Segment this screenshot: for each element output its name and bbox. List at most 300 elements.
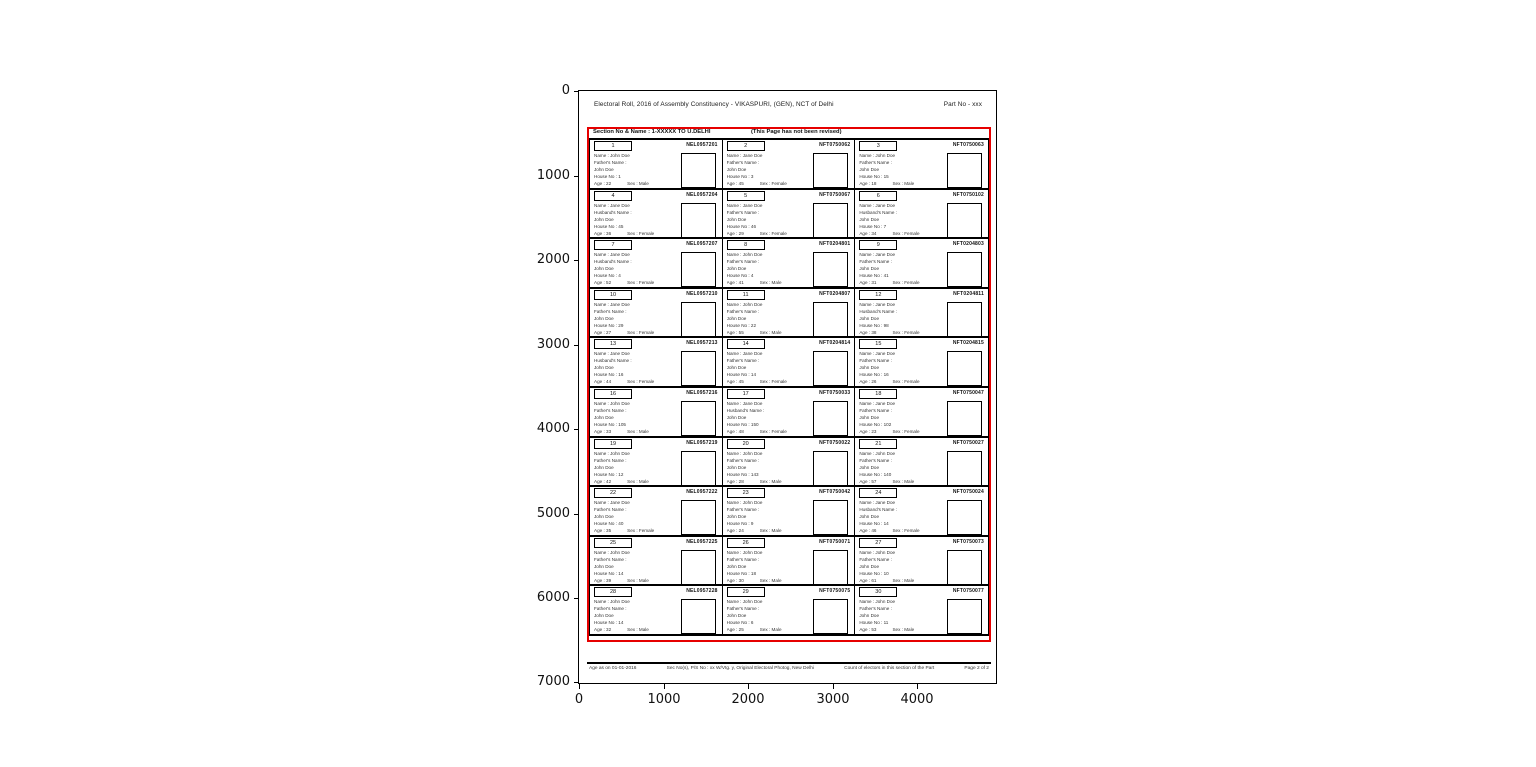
serial-number: 28 [609, 589, 617, 596]
voter-card [590, 586, 723, 636]
house-number: 15 [883, 174, 889, 179]
age-value: 55 [738, 329, 744, 335]
epic-number: NFT0204803 [952, 241, 984, 248]
sex-value: Female [638, 230, 655, 236]
voter-name: John Doe [610, 153, 630, 158]
sex-value: Female [904, 329, 920, 335]
age-field [727, 478, 744, 485]
age-sex-field [859, 626, 943, 633]
name-field [594, 499, 677, 506]
epic-number: NEL0957210 [686, 290, 718, 297]
x-tick-label: 3000 [816, 692, 850, 707]
voter-name: Jane Doe [875, 202, 896, 208]
name-label: Name : [726, 400, 742, 406]
name-label: Name : [594, 500, 609, 506]
serial-number: 21 [875, 440, 882, 447]
age-field [859, 428, 876, 435]
voter-card [590, 289, 723, 339]
sex-value: Female [904, 379, 920, 385]
sex-field [627, 329, 654, 336]
serial-number: 30 [875, 589, 882, 596]
voter-card [590, 438, 723, 488]
voter-details [727, 499, 810, 534]
house-number: 143 [750, 471, 759, 477]
relation-label: Father's Name : [859, 160, 892, 165]
age-value: 39 [606, 577, 612, 583]
house-label: House No : [859, 521, 883, 527]
house-label: House No : [594, 372, 617, 378]
house-number: 105 [618, 421, 626, 427]
relation-name: John Doe [594, 613, 614, 619]
epic-number: NFT0750022 [819, 439, 851, 446]
age-sex-field [727, 626, 810, 633]
age-field [594, 378, 611, 385]
sex-field [760, 230, 787, 237]
house-field [859, 371, 943, 378]
sex-label: Sex : [892, 627, 903, 633]
name-field [594, 400, 677, 407]
name-field [594, 152, 677, 159]
name-field [859, 152, 943, 159]
serial-number-box [859, 339, 897, 349]
sex-field [627, 378, 654, 385]
sex-field [760, 428, 787, 435]
voter-details [727, 202, 810, 237]
epic-number: NEL0957225 [686, 538, 718, 545]
serial-number: 18 [875, 390, 882, 397]
age-sex-field [859, 478, 943, 485]
voter-details [727, 549, 810, 584]
age-label: Age : [859, 478, 871, 484]
sex-label: Sex : [759, 528, 771, 534]
age-sex-field [727, 230, 810, 237]
relation-name: John Doe [859, 464, 879, 470]
sex-field [892, 279, 919, 286]
sex-value: Female [904, 230, 920, 236]
age-value: 45 [738, 181, 744, 186]
sex-value: Female [771, 181, 787, 186]
voter-name: John Doe [875, 450, 896, 456]
epic-number: NFT0750047 [952, 389, 984, 396]
age-sex-field [859, 527, 943, 534]
epic-number: NFT0204811 [953, 290, 984, 297]
voter-card [723, 487, 856, 537]
age-field [727, 626, 744, 633]
sex-label: Sex : [627, 428, 638, 434]
sex-label: Sex : [627, 528, 638, 534]
name-label: Name : [594, 202, 609, 208]
voter-name: John Doe [742, 301, 763, 307]
age-field [594, 478, 611, 485]
epic-number: NFT0750062 [819, 142, 851, 148]
relation-label: Father's Name : [594, 507, 627, 513]
age-sex-field [727, 478, 810, 485]
serial-number: 16 [609, 390, 617, 397]
age-sex-field [594, 279, 677, 286]
house-field [859, 173, 943, 180]
house-label: House No : [726, 521, 750, 527]
age-value: 22 [606, 181, 612, 186]
house-field [727, 371, 810, 378]
age-field [859, 230, 876, 237]
house-number: 14 [618, 570, 624, 576]
name-field [727, 202, 810, 209]
photo-box [947, 351, 982, 386]
relation-label: Father's Name : [594, 308, 627, 314]
epic-number: NFT0204801 [819, 241, 851, 248]
sex-label: Sex : [892, 528, 903, 534]
age-sex-field [594, 626, 677, 633]
name-field [594, 549, 677, 556]
age-field [727, 329, 744, 336]
age-label: Age : [859, 329, 871, 335]
name-label: Name : [726, 153, 742, 158]
sex-value: Male [771, 329, 782, 335]
relation-label: Father's Name : [594, 606, 627, 612]
voter-card [855, 289, 988, 339]
epic-number: NFT0204815 [952, 340, 984, 347]
age-field [594, 230, 611, 237]
sex-field [892, 378, 919, 385]
age-label: Age : [859, 428, 871, 434]
voter-card [723, 289, 856, 339]
age-value: 44 [606, 379, 612, 385]
age-field [859, 577, 876, 584]
age-field [594, 577, 611, 584]
name-field [859, 549, 943, 556]
voter-name: John Doe [610, 549, 630, 555]
age-sex-field [859, 577, 943, 584]
sex-label: Sex : [759, 577, 771, 583]
sex-value: Female [904, 428, 920, 434]
y-tick-label: 4000 [536, 421, 570, 436]
serial-number: 25 [609, 539, 617, 546]
serial-number-box [727, 587, 765, 597]
voter-details [727, 350, 810, 385]
sex-field [627, 428, 649, 435]
house-field [859, 272, 943, 279]
age-field [859, 329, 876, 336]
voter-card [855, 586, 988, 636]
sex-value: Female [771, 379, 787, 385]
footer-rule [587, 662, 991, 664]
age-label: Age : [859, 280, 871, 286]
serial-number-box [594, 290, 632, 300]
serial-number: 9 [876, 242, 880, 249]
voter-card [855, 487, 988, 537]
sex-label: Sex : [627, 577, 638, 583]
voter-details [594, 400, 677, 435]
house-label: House No : [726, 174, 750, 179]
sex-value: Male [638, 428, 649, 434]
sex-label: Sex : [759, 478, 771, 484]
photo-box [813, 203, 848, 238]
house-number: 7 [883, 223, 887, 229]
house-label: House No : [859, 273, 883, 279]
serial-number-box [594, 587, 632, 597]
name-field [859, 301, 943, 308]
age-sex-field [727, 279, 810, 286]
house-field [727, 421, 810, 428]
name-field [594, 450, 677, 457]
serial-number: 22 [609, 490, 617, 497]
house-field [727, 471, 810, 478]
age-label: Age : [594, 230, 605, 236]
house-label: House No : [859, 372, 883, 378]
epic-number: NEL0957222 [686, 489, 718, 496]
age-field [594, 527, 611, 534]
voter-name: Jane Doe [610, 500, 630, 506]
x-tick [917, 684, 918, 689]
photo-box [681, 203, 716, 238]
name-field [727, 549, 810, 556]
age-label: Age : [594, 181, 605, 186]
serial-number-box [859, 488, 897, 498]
sex-value: Male [771, 627, 782, 633]
voter-details [859, 499, 943, 534]
voter-card [855, 438, 988, 488]
house-number: 4 [750, 273, 754, 279]
age-label: Age : [726, 379, 738, 385]
voter-details [859, 152, 943, 187]
photo-box [813, 451, 848, 486]
serial-number-box [727, 141, 765, 151]
serial-number-box [859, 141, 897, 151]
serial-number: 24 [875, 490, 882, 497]
voter-name: Jane Doe [875, 252, 896, 258]
house-label: House No : [594, 521, 617, 527]
serial-number: 29 [742, 589, 749, 596]
relation-name: John Doe [726, 167, 747, 172]
house-field [594, 570, 677, 577]
voter-details [594, 202, 677, 237]
epic-number: NEL0957207 [686, 241, 718, 248]
age-label: Age : [594, 428, 605, 434]
document-title: Electoral Roll, 2016 of Assembly Constituency - VIKASPURI, (GEN), NCT of Delhi [594, 101, 834, 108]
voter-card [855, 537, 988, 587]
voter-name: Jane Doe [875, 301, 896, 307]
sex-value: Female [771, 230, 787, 236]
name-field [859, 450, 943, 457]
serial-number: 6 [876, 192, 880, 199]
voter-card [855, 239, 988, 289]
epic-number: NFT0750027 [952, 439, 984, 446]
photo-box [947, 451, 982, 486]
voter-card [855, 388, 988, 438]
voter-name: Jane Doe [610, 202, 630, 208]
epic-number: NFT0750073 [952, 538, 984, 545]
photo-box [813, 252, 848, 287]
voter-card [723, 586, 856, 636]
age-sex-field [727, 428, 810, 435]
photo-box [681, 401, 716, 436]
x-tick [833, 684, 834, 689]
age-sex-field [727, 527, 810, 534]
house-label: House No : [726, 223, 750, 229]
sex-field [760, 180, 787, 187]
sex-label: Sex : [627, 627, 638, 633]
epic-number: NFT0750042 [819, 489, 851, 496]
age-sex-field [594, 577, 677, 584]
name-field [594, 202, 677, 209]
name-field [727, 301, 810, 308]
name-label: Name : [726, 599, 742, 605]
photo-box [947, 153, 982, 188]
voter-grid [589, 138, 989, 636]
house-number: 1 [618, 174, 621, 179]
age-sex-field [859, 428, 943, 435]
age-value: 53 [871, 627, 877, 633]
serial-number: 15 [875, 341, 882, 348]
x-tick [579, 684, 580, 689]
epic-number: NFT0750024 [952, 489, 984, 496]
age-label: Age : [726, 627, 738, 633]
relation-label: Father's Name : [726, 507, 760, 513]
age-field [859, 279, 876, 286]
x-tick [748, 684, 749, 689]
name-field [727, 251, 810, 258]
house-field [859, 520, 943, 527]
photo-box [681, 302, 716, 337]
relation-label: Husband's Name : [594, 358, 632, 364]
y-tick-label: 3000 [536, 337, 570, 352]
house-label: House No : [859, 421, 883, 427]
serial-number-box [727, 538, 765, 548]
age-label: Age : [726, 329, 738, 335]
relation-name: John Doe [726, 365, 747, 371]
relation-name: John Doe [726, 414, 747, 420]
document-page [579, 91, 996, 683]
sex-value: Male [904, 627, 915, 633]
name-field [594, 598, 677, 605]
photo-box [681, 153, 716, 188]
relation-name: John Doe [859, 266, 879, 272]
epic-number: NFT0750071 [819, 538, 851, 545]
sex-label: Sex : [892, 577, 903, 583]
voter-details [727, 301, 810, 336]
age-sex-field [594, 378, 677, 385]
epic-number: NFT0750063 [952, 142, 984, 148]
house-field [727, 570, 810, 577]
sex-label: Sex : [892, 478, 903, 484]
serial-number: 8 [744, 242, 748, 249]
sex-value: Female [904, 280, 920, 286]
sex-field [627, 527, 654, 534]
epic-number: NEL0957201 [686, 142, 718, 148]
name-label: Name : [859, 153, 875, 158]
voter-name: John Doe [742, 500, 763, 506]
age-value: 38 [871, 329, 877, 335]
y-tick-label: 7000 [536, 674, 570, 689]
voter-name: Jane Doe [610, 301, 630, 307]
age-sex-field [727, 577, 810, 584]
serial-number-box [594, 339, 632, 349]
part-number: Part No - xxx [943, 101, 982, 108]
age-label: Age : [859, 528, 871, 534]
voter-details [859, 202, 943, 237]
sex-value: Female [904, 528, 920, 534]
photo-box [681, 599, 716, 634]
age-sex-field [594, 428, 677, 435]
serial-number: 10 [609, 291, 617, 298]
sex-field [627, 478, 649, 485]
voter-card [723, 338, 856, 388]
house-number: 4 [618, 273, 621, 279]
sex-label: Sex : [627, 379, 638, 385]
age-value: 34 [871, 230, 877, 236]
age-value: 33 [606, 428, 612, 434]
age-label: Age : [726, 181, 738, 186]
age-value: 28 [738, 478, 744, 484]
voter-card [855, 338, 988, 388]
document-header [594, 101, 982, 108]
name-field [859, 251, 943, 258]
voter-name: John Doe [742, 599, 763, 605]
sex-field [892, 428, 919, 435]
name-field [859, 202, 943, 209]
voter-details [594, 350, 677, 385]
age-sex-field [594, 478, 677, 485]
relation-name: John Doe [859, 167, 879, 172]
relation-name: John Doe [859, 613, 879, 619]
house-number: 14 [750, 372, 757, 378]
photo-box [947, 203, 982, 238]
age-value: 29 [738, 230, 744, 236]
serial-number: 13 [609, 341, 617, 348]
age-value: 61 [871, 577, 877, 583]
serial-number-box [594, 240, 632, 250]
relation-label: Father's Name : [726, 308, 760, 314]
epic-number: NFT0750067 [819, 191, 851, 198]
footer-address-note: Sec No(s), P/S No : xx W/Vtg. y, Original Electoral Photog, New Delhi [666, 666, 814, 671]
sex-value: Male [771, 577, 782, 583]
epic-number: NEL0957219 [686, 439, 718, 446]
age-value: 57 [871, 478, 877, 484]
name-label: Name : [726, 500, 742, 506]
age-label: Age : [594, 478, 605, 484]
photo-box [681, 252, 716, 287]
house-field [727, 619, 810, 626]
age-label: Age : [726, 478, 738, 484]
relation-label: Husband's Name : [594, 259, 632, 265]
serial-number: 7 [611, 242, 615, 249]
x-tick-label: 4000 [900, 692, 934, 707]
y-tick-label: 5000 [536, 506, 570, 521]
serial-number: 2 [744, 143, 748, 149]
age-field [727, 527, 744, 534]
house-field [594, 619, 677, 626]
name-label: Name : [594, 153, 609, 158]
sex-value: Female [638, 528, 655, 534]
sex-field [627, 230, 654, 237]
name-label: Name : [859, 500, 875, 506]
age-sex-field [859, 378, 943, 385]
name-field [727, 350, 810, 357]
age-field [727, 378, 744, 385]
name-label: Name : [726, 549, 742, 555]
serial-number-box [859, 389, 897, 399]
house-number: 18 [750, 570, 757, 576]
age-field [594, 329, 611, 336]
age-value: 41 [738, 280, 744, 286]
relation-label: Father's Name : [859, 457, 892, 463]
name-field [859, 350, 943, 357]
name-label: Name : [594, 549, 609, 555]
relation-name: John Doe [859, 315, 879, 321]
age-value: 42 [606, 478, 612, 484]
sex-label: Sex : [759, 379, 771, 385]
photo-box [947, 401, 982, 436]
